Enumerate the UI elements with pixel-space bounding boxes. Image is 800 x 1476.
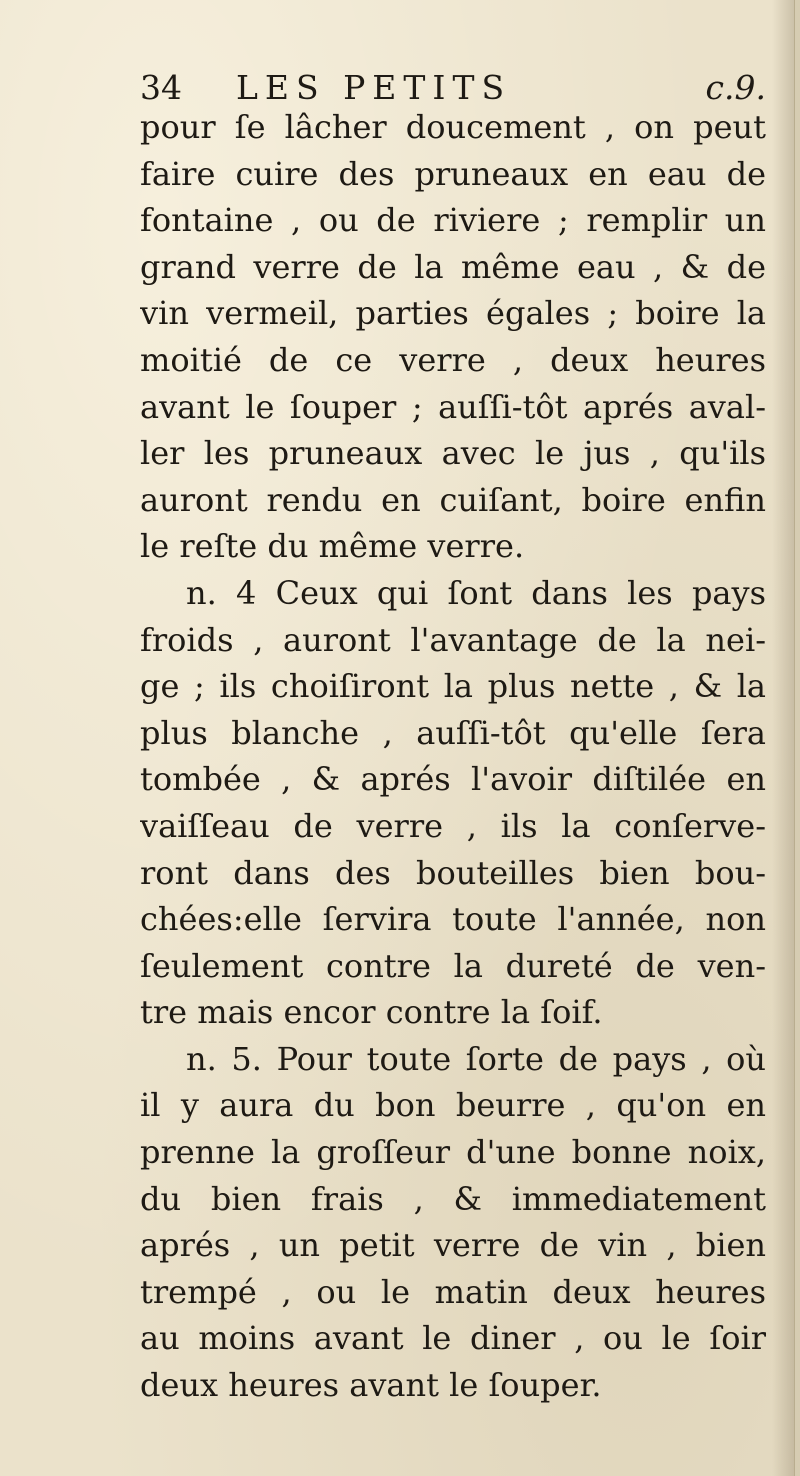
running-title: LES PETITS bbox=[236, 68, 512, 107]
text-line: trempé , ou le matin deux heures bbox=[140, 1272, 766, 1311]
paragraph-start-line: n. 5. Pour toute ſorte de pays , où bbox=[186, 1039, 766, 1078]
signature-mark: c.9. bbox=[705, 68, 766, 107]
body-text bbox=[140, 104, 766, 1409]
page-number: 34 bbox=[140, 68, 182, 107]
text-line: tombée , & aprés l'avoir diſtilée en bbox=[140, 760, 766, 799]
text-line: chées:elle ſervira toute l'année, non bbox=[140, 900, 766, 939]
text-line: ge ; ils choiſiront la plus nette , & la bbox=[140, 667, 766, 706]
text-line: froids , auront l'avantage de la nei- bbox=[140, 620, 766, 659]
text-line: du bien frais , & immediatement bbox=[140, 1179, 766, 1218]
text-line: avant le ſouper ; auſſi-tôt aprés aval- bbox=[140, 387, 766, 426]
text-line: deux heures avant le ſouper. bbox=[140, 1366, 602, 1405]
text-line: prenne la groſſeur d'une bonne noix, bbox=[140, 1133, 766, 1172]
text-line: aprés , un petit verre de vin , bien bbox=[140, 1226, 766, 1265]
page-edge bbox=[794, 0, 800, 1476]
text-line: fontaine , ou de riviere ; remplir un bbox=[140, 201, 766, 240]
text-line: ler les pruneaux avec le jus , qu'ils bbox=[140, 434, 766, 473]
text-line: au moins avant le diner , ou le ſoir bbox=[140, 1319, 766, 1358]
text-line: le reſte du même verre. bbox=[140, 527, 525, 566]
text-line: faire cuire des pruneaux en eau de bbox=[140, 154, 766, 193]
text-line: plus blanche , auſſi-tôt qu'elle ſera bbox=[140, 713, 766, 752]
text-line: il y aura du bon beurre , qu'on en bbox=[140, 1086, 766, 1125]
text-line: ſeulement contre la dureté de ven- bbox=[140, 946, 766, 985]
text-line: moitié de ce verre , deux heures bbox=[140, 340, 766, 379]
text-line: tre mais encor contre la ſoif. bbox=[140, 993, 603, 1032]
text-line: grand verre de la même eau , & de bbox=[140, 247, 766, 286]
text-line: pour ſe lâcher doucement , on peut bbox=[140, 108, 766, 146]
paragraph-start-line: n. 4 Ceux qui ſont dans les pays bbox=[186, 573, 766, 612]
text-line: vaiſſeau de verre , ils la conſerve- bbox=[140, 806, 766, 845]
text-line: vin vermeil, parties égales ; boire la bbox=[140, 294, 766, 333]
text-line: auront rendu en cuiſant, boire enfin bbox=[140, 480, 766, 519]
text-line: ront dans des bouteilles bien bou- bbox=[140, 853, 766, 892]
